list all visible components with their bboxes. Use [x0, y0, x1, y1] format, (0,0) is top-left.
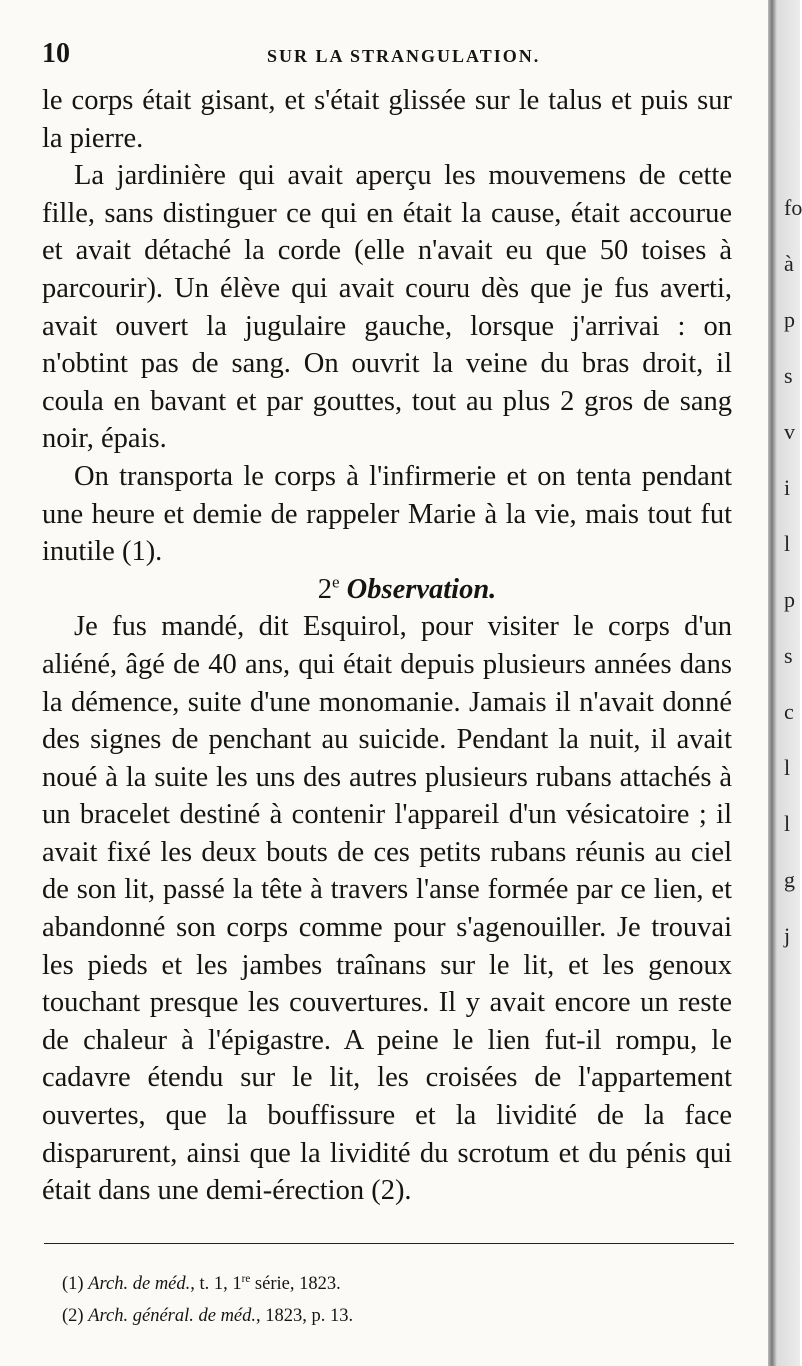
footnote-1-series: série, 1823.	[250, 1274, 341, 1294]
paragraph-continued: le corps était gisant, et s'était glissée sur le talus et puis sur la pierre.	[42, 85, 732, 154]
footnotes	[62, 1268, 722, 1332]
facing-page-letter: g	[784, 867, 795, 892]
facing-page-letter: c	[784, 699, 794, 724]
paragraph-esquirol: Je fus mandé, dit Esquirol, pour visiter le corps d'un aliéné, âgé de 40 ans, qui était depuis plusieurs années dans la démence, suite d'une monomanie. Jamais il n'avait donné des signes de penchant au suicide. Pendant la nuit, il avait noué à la suite les uns des autres plusieurs rubans attachés à un bracelet destiné à contenir l'appareil d'un vésicatoire ; il avait fixé les deux bouts de ces petits rubans réunis au ciel de son lit, passé la tête à travers l'anse formée par ce lien, et abandonné son corps comme pour s'agenouiller. Je trouvai les pieds et les jambes traînans sur le lit, et les genoux touchant presque les couvertures. Il y avait encore un reste de chaleur à l'épigastre. A peine le lien fut-il rompu, le cadavre étendu sur le lit, les croisées de l'appartement ouvertes, que la bouffissure et la lividité de la face disparurent, ainsi que la lividité du scrotum et du pénis qui était dans une demi-érection (2).	[42, 611, 732, 1207]
facing-page-letter: i	[784, 475, 791, 500]
facing-page-letter: s	[784, 363, 793, 388]
observation-number: 2	[317, 573, 332, 605]
footnote-2-mark: (2)	[62, 1306, 84, 1326]
footnote-1-ordinal: re	[241, 1272, 251, 1285]
facing-page-letter: l	[784, 755, 791, 780]
facing-page-letter: v	[784, 419, 795, 444]
observation-word: Observation.	[346, 573, 497, 605]
facing-page-letter: fo	[784, 195, 802, 220]
facing-page-letter: l	[784, 811, 791, 836]
footnote-2-ref: , 1823, p. 13.	[256, 1306, 354, 1326]
body-text	[42, 82, 732, 1210]
running-title: SUR LA STRANGULATION.	[267, 46, 541, 66]
footnote-2-journal: Arch. général. de méd.	[88, 1306, 257, 1326]
facing-page-letter: j	[784, 923, 791, 948]
page-header	[42, 38, 732, 78]
facing-page-letter: s	[784, 643, 793, 668]
footnote-1	[62, 1268, 722, 1300]
page-number: 10	[42, 38, 70, 69]
footnote-1-volume: , t. 1, 1	[190, 1274, 242, 1294]
facing-page-fragments	[784, 180, 800, 964]
facing-page-letter: l	[784, 531, 791, 556]
footnote-1-mark: (1)	[62, 1274, 84, 1294]
footnote-1-journal: Arch. de méd.	[88, 1274, 191, 1294]
paragraph-gardener: La jardinière qui avait aperçu les mouvemens de cette fille, sans distinguer ce qui en était la cause, était accourue et avait détaché la corde (elle n'avait eu que 50 toises à parcourir). Un élève qui avait couru dès que je fus averti, avait ouvert la jugulaire gauche, lorsque j'arrivai : on n'obtint pas de sang. On ouvrit la veine du bras droit, il coula en bavant et par gouttes, tout au plus 2 gros de sang noir, épais.	[42, 160, 732, 455]
paragraph-infirmary: On transporta le corps à l'infirmerie et on tenta pendant une heure et demie de rappeler Marie à la vie, mais tout fut inutile (1).	[42, 460, 732, 568]
facing-page-letter: p	[784, 307, 795, 332]
observation-heading	[42, 571, 732, 609]
footnote-2	[62, 1300, 722, 1332]
facing-page-letter: à	[784, 251, 794, 276]
footnote-rule	[44, 1243, 734, 1244]
observation-ordinal: e	[331, 572, 340, 592]
facing-page-letter: p	[784, 587, 795, 612]
